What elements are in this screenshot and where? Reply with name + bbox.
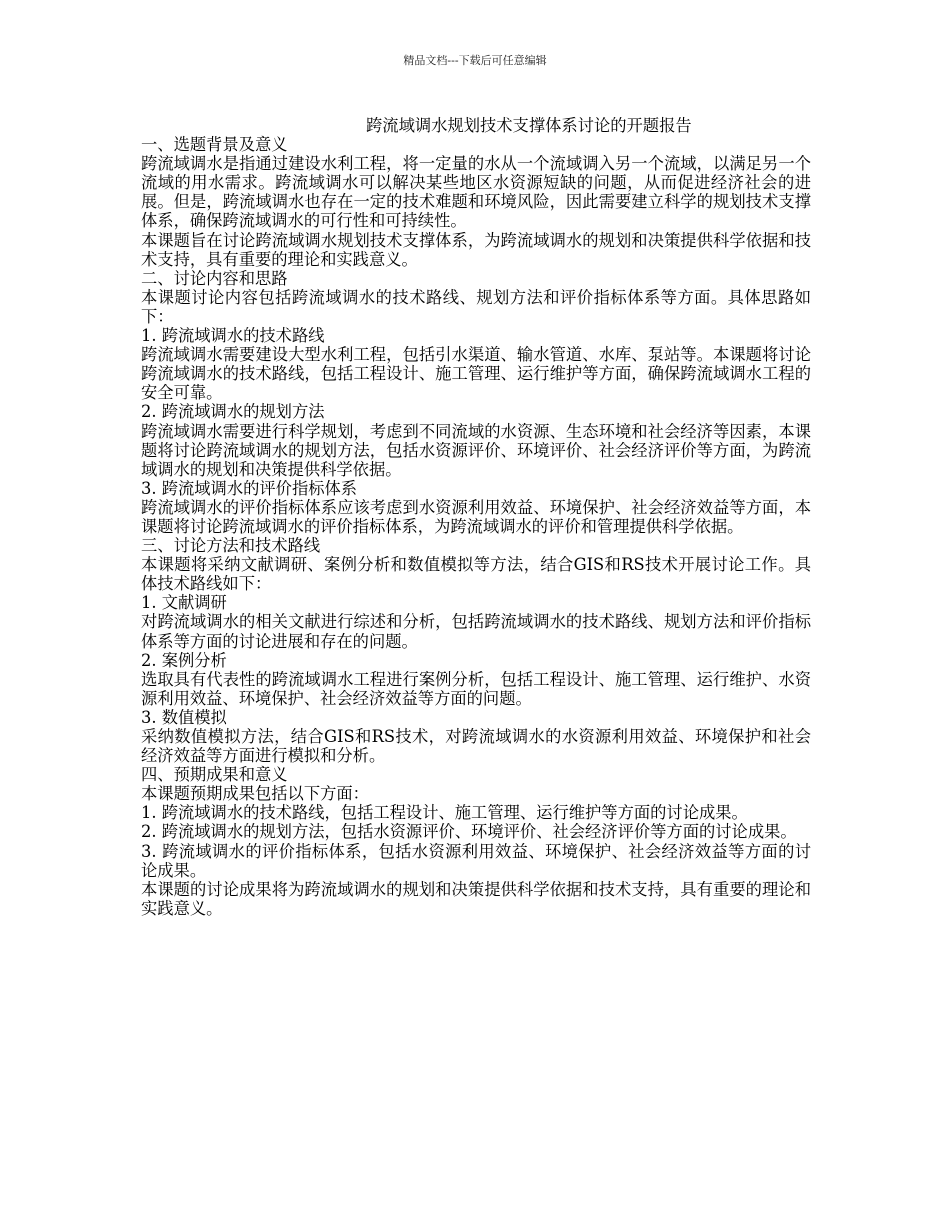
paragraph: 本课题讨论内容包括跨流域调水的技术路线、规划方法和评价指标体系等方面。具体思路如下：	[141, 287, 811, 326]
subheading: 2. 跨流域调水的规划方法	[141, 402, 325, 422]
subheading: 2. 案例分析	[141, 650, 227, 670]
paragraph: 跨流域调水的评价指标体系应该考虑到水资源利用效益、环境保护、社会经济效益等方面，本课题将讨论跨流域调水的评价指标体系，为跨流域调水的评价和管理提供科学依据。	[141, 497, 811, 536]
paragraph: 对跨流域调水的相关文献进行综述和分析，包括跨流域调水的技术路线、规划方法和评价指标体系等方面的讨论进展和存在的问题。	[141, 612, 811, 651]
header-note: 精品文档---下载后可任意编辑	[403, 54, 547, 67]
section-heading-methods: 三、讨论方法和技术路线	[141, 536, 321, 556]
paragraph: 跨流域调水是指通过建设水利工程，将一定量的水从一个流域调入另一个流域，以满足另一个流域的用水需求。跨流域调水可以解决某些地区水资源短缺的问题，从而促进经济社会的进展。但是，跨流域调水也存在一定的技术难题和环境风险，因此需要建立科学的规划技术支撑体系，确保跨流域调水的可行性和可持续性。	[141, 154, 811, 231]
list-item: 3. 跨流域调水的评价指标体系，包括水资源利用效益、环境保护、社会经济效益等方面的讨论成果。	[141, 841, 811, 880]
paragraph: 跨流域调水需要建设大型水利工程，包括引水渠道、输水管道、水库、泵站等。本课题将讨论跨流域调水的技术路线，包括工程设计、施工管理、运行维护等方面，确保跨流域调水工程的安全可靠。	[141, 345, 811, 403]
paragraph: 选取具有代表性的跨流域调水工程进行案例分析，包括工程设计、施工管理、运行维护、水资源利用效益、环境保护、社会经济效益等方面的问题。	[141, 669, 811, 708]
document-body	[141, 116, 811, 918]
list-item: 1. 跨流域调水的技术路线，包括工程设计、施工管理、运行维护等方面的讨论成果。	[141, 803, 748, 823]
section-heading-background: 一、选题背景及意义	[141, 135, 288, 155]
paragraph: 本课题将采纳文献调研、案例分析和数值模拟等方法，结合GIS和RS技术开展讨论工作。具体技术路线如下：	[141, 555, 811, 594]
section-heading-content: 二、讨论内容和思路	[141, 268, 288, 288]
paragraph: 本课题旨在讨论跨流域调水规划技术支撑体系，为跨流域调水的规划和决策提供科学依据和技术支持，具有重要的理论和实践意义。	[141, 230, 811, 269]
list-item: 2. 跨流域调水的规划方法，包括水资源评价、环境评价、社会经济评价等方面的讨论成果。	[141, 822, 797, 842]
subheading: 1. 文献调研	[141, 593, 227, 613]
document-title: 跨流域调水规划技术支撑体系讨论的开题报告	[366, 116, 692, 135]
subheading: 3. 跨流域调水的评价指标体系	[141, 478, 358, 498]
subheading: 3. 数值模拟	[141, 707, 227, 727]
paragraph: 本课题的讨论成果将为跨流域调水的规划和决策提供科学依据和技术支持，具有重要的理论和实践意义。	[141, 879, 811, 918]
section-heading-outcomes: 四、预期成果和意义	[141, 765, 288, 785]
paragraph: 本课题预期成果包括以下方面：	[141, 784, 369, 804]
subheading: 1. 跨流域调水的技术路线	[141, 326, 325, 346]
paragraph: 跨流域调水需要进行科学规划，考虑到不同流域的水资源、生态环境和社会经济等因素，本课题将讨论跨流域调水的规划方法，包括水资源评价、环境评价、社会经济评价等方面，为跨流域调水的规划和决策提供科学依据。	[141, 421, 811, 479]
paragraph: 采纳数值模拟方法，结合GIS和RS技术，对跨流域调水的水资源利用效益、环境保护和社会经济效益等方面进行模拟和分析。	[141, 727, 811, 766]
